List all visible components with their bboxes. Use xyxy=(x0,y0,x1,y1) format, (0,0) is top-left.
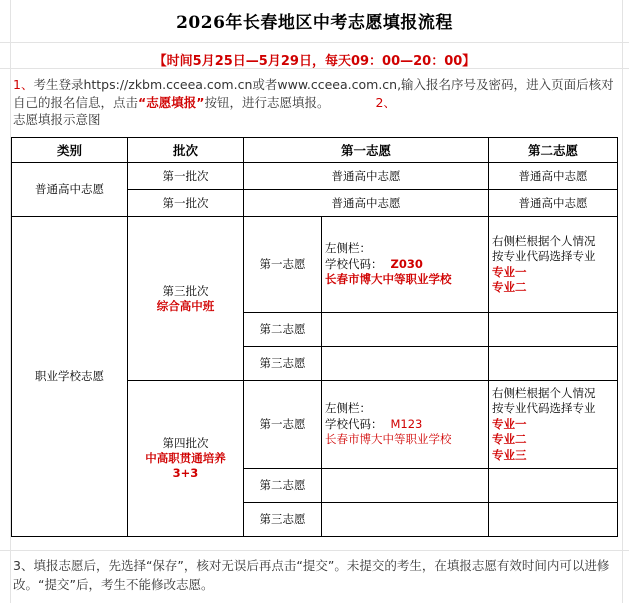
grid-line xyxy=(0,550,629,551)
school-name: 长春市博大中等职业学校 xyxy=(325,432,452,447)
footer-note: 3、填报志愿后，先选择“保存”，核对无误后再点击“提交”。未提交的考生，在填报志愿有效时间内可以进修改。“提交”后，考生不能修改志愿。 xyxy=(13,558,610,592)
batch4-label: 第四批次 xyxy=(162,436,209,450)
batch4-cell xyxy=(128,381,244,537)
school-code: M123 xyxy=(390,416,423,431)
table-row xyxy=(12,217,618,313)
general-category: 普通高中志愿 xyxy=(12,163,128,217)
right-column-note: 右侧栏根据个人情况 xyxy=(492,385,596,400)
batch3-first-detail xyxy=(322,217,489,313)
sub-choice-first: 第一志愿 xyxy=(244,217,322,313)
volunteer-fill-button-text: “志愿填报” xyxy=(138,94,205,110)
left-column-label: 左侧栏： xyxy=(325,401,371,416)
left-column-label: 左侧栏： xyxy=(325,241,371,256)
major-item: 专业二 xyxy=(492,280,527,294)
major-item: 专业三 xyxy=(492,447,527,462)
right-column-note: 右侧栏根据个人情况 xyxy=(492,233,596,248)
batch3-class: 综合高中班 xyxy=(156,298,215,313)
batch3-cell xyxy=(128,217,244,381)
batch3-second-detail xyxy=(489,217,618,313)
instructions xyxy=(13,76,621,129)
step2-number: 2、 xyxy=(375,94,396,110)
batch4-second-detail xyxy=(489,381,618,469)
major-item: 专业二 xyxy=(492,432,527,447)
sub-choice-third: 第三志愿 xyxy=(244,503,322,537)
major-item: 专业一 xyxy=(492,416,527,431)
header-batch: 批次 xyxy=(128,138,244,163)
empty-cell xyxy=(489,347,618,381)
empty-cell xyxy=(489,313,618,347)
table-row xyxy=(12,163,618,190)
batch-cell: 第一批次 xyxy=(128,163,244,190)
second-choice-cell: 普通高中志愿 xyxy=(489,163,618,190)
right-column-note: 按专业代码选择专业 xyxy=(492,249,596,263)
page-title: 2026年长春地区中考志愿填报流程 xyxy=(176,13,453,33)
school-code-label: 学校代码： xyxy=(325,416,383,431)
first-choice-cell: 普通高中志愿 xyxy=(244,163,489,190)
batch-cell: 第一批次 xyxy=(128,190,244,217)
step1-text-end: 按钮，进行志愿填报。 xyxy=(204,94,330,110)
school-code: Z030 xyxy=(390,256,423,271)
batch3-label: 第三批次 xyxy=(162,283,209,298)
sub-choice-second: 第二志愿 xyxy=(244,469,322,503)
first-choice-cell: 普通高中志愿 xyxy=(244,190,489,217)
empty-cell xyxy=(322,313,489,347)
step1-number: 1、 xyxy=(13,77,34,92)
step1-text: 考生登录https://zkbm.cceea.com.cn或者www.cceea.com.cn,输入报名序号及密码，进入页面后核对自己的报名信息，点击 xyxy=(13,77,614,110)
empty-cell xyxy=(489,469,618,503)
grid-line xyxy=(0,42,629,43)
grid-line xyxy=(622,0,623,603)
sub-choice-second: 第二志愿 xyxy=(244,313,322,347)
major-item: 专业一 xyxy=(492,264,527,279)
header-first-choice: 第一志愿 xyxy=(244,138,489,163)
batch4-class-sub: 3+3 xyxy=(172,466,199,480)
volunteer-table xyxy=(11,137,618,537)
empty-cell xyxy=(322,503,489,537)
school-code-label: 学校代码： xyxy=(325,256,383,271)
empty-cell xyxy=(322,469,489,503)
step2-text: 志愿填报示意图 xyxy=(13,112,101,127)
empty-cell xyxy=(489,503,618,537)
batch4-class: 中高职贯通培养 xyxy=(145,451,226,465)
header-category: 类别 xyxy=(12,138,128,163)
school-name: 长春市博大中等职业学校 xyxy=(325,272,452,287)
batch4-first-detail xyxy=(322,381,489,469)
sub-choice-third: 第三志愿 xyxy=(244,347,322,381)
right-column-note: 按专业代码选择专业 xyxy=(492,401,596,416)
empty-cell xyxy=(322,347,489,381)
sub-choice-first: 第一志愿 xyxy=(244,381,322,469)
table-header-row xyxy=(12,138,618,163)
second-choice-cell: 普通高中志愿 xyxy=(489,190,618,217)
header-second-choice: 第二志愿 xyxy=(489,138,618,163)
time-banner: 【时间5月25日—5月29日，每天09：00—20：00】 xyxy=(153,54,476,69)
vocational-category: 职业学校志愿 xyxy=(12,217,128,537)
